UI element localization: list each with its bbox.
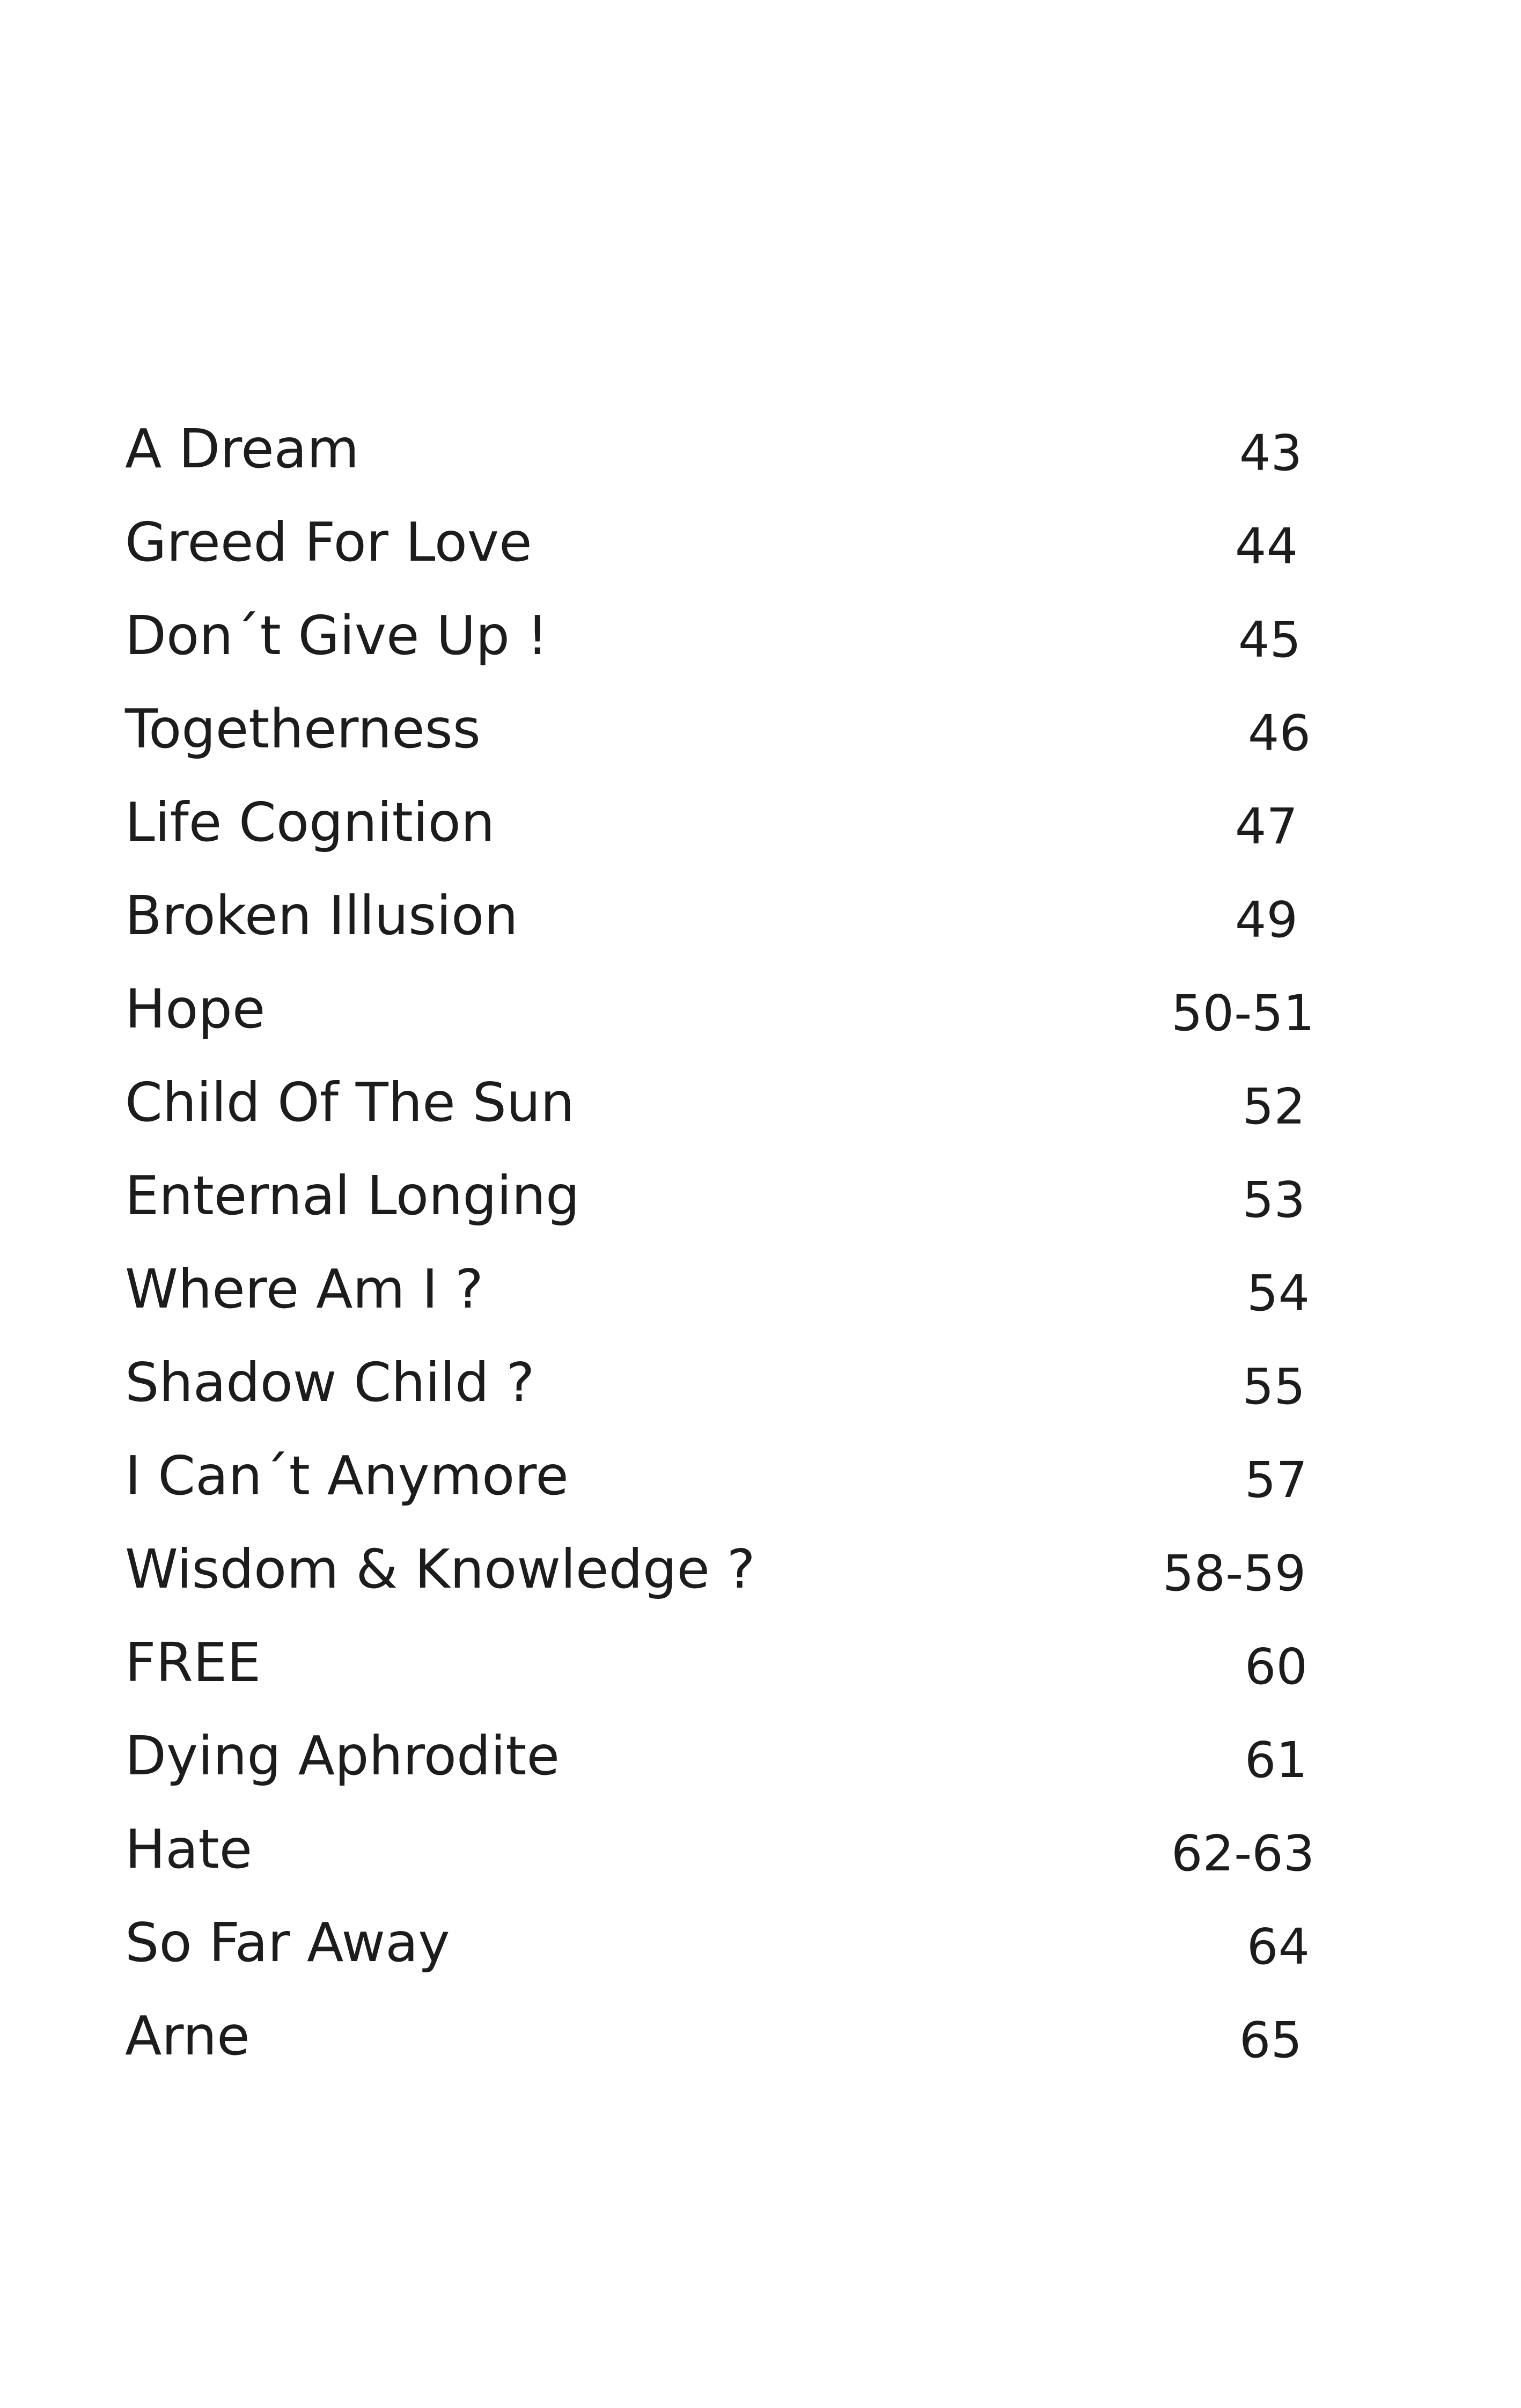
toc-entry-title: Don´t Give Up ! [125, 604, 548, 667]
toc-entry-page: 43 [1239, 424, 1302, 482]
toc-entry [125, 1903, 1332, 1996]
toc-entry-title: Where Am I ? [125, 1258, 483, 1320]
toc-entry [125, 409, 1332, 502]
toc-entry [125, 596, 1332, 689]
toc-entry-title: Shadow Child ? [125, 1351, 535, 1414]
toc-entry [125, 1342, 1332, 1436]
toc-entry-page: 60 [1244, 1638, 1307, 1695]
toc-entry [125, 1716, 1332, 1809]
toc-entry-title: So Far Away [125, 1911, 450, 1974]
toc-entry-title: Life Cognition [125, 791, 495, 854]
toc-entry-page: 55 [1242, 1358, 1305, 1415]
toc-entry-page: 46 [1247, 704, 1311, 762]
toc-entry [125, 1809, 1332, 1903]
toc-entry-title: FREE [125, 1631, 261, 1694]
toc-entry-title: Togetherness [125, 698, 481, 760]
toc-entry-title: A Dream [125, 417, 359, 480]
toc-entry-page: 44 [1235, 518, 1298, 575]
toc-entry-page: 57 [1244, 1451, 1307, 1509]
toc-entry [125, 876, 1332, 969]
toc-entry-page: 50-51 [1171, 985, 1315, 1042]
table-of-contents [125, 409, 1332, 2089]
toc-entry [125, 1623, 1332, 1716]
toc-entry [125, 1436, 1332, 1529]
toc-entry [125, 689, 1332, 782]
toc-entry [125, 1156, 1332, 1249]
toc-entry-page: 47 [1235, 798, 1298, 855]
toc-entry [125, 502, 1332, 596]
toc-entry-page: 62-63 [1171, 1825, 1315, 1882]
toc-entry-title: Arne [125, 2005, 250, 2067]
toc-entry [125, 1996, 1332, 2089]
toc-entry-title: Enternal Longing [125, 1164, 580, 1227]
toc-entry-page: 52 [1242, 1078, 1305, 1135]
toc-entry-page: 61 [1244, 1731, 1307, 1789]
toc-entry-page: 49 [1235, 891, 1298, 949]
toc-entry-page: 64 [1246, 1918, 1310, 1976]
toc-entry-page: 65 [1239, 2011, 1302, 2069]
toc-entry [125, 1062, 1332, 1156]
toc-entry-title: Greed For Love [125, 511, 532, 574]
toc-entry-title: Wisdom & Knowledge ? [125, 1538, 755, 1601]
toc-entry-page: 58-59 [1163, 1545, 1306, 1602]
toc-entry [125, 969, 1332, 1062]
toc-entry-title: I Can´t Anymore [125, 1444, 569, 1507]
toc-entry [125, 782, 1332, 876]
toc-entry-page: 45 [1238, 611, 1301, 669]
toc-entry-title: Hope [125, 978, 266, 1040]
toc-entry-title: Child Of The Sun [125, 1071, 575, 1134]
toc-entry-title: Hate [125, 1818, 253, 1881]
toc-entry-title: Dying Aphrodite [125, 1724, 560, 1787]
toc-entry [125, 1249, 1332, 1342]
toc-entry-page: 53 [1242, 1171, 1305, 1229]
toc-entry-page: 54 [1246, 1265, 1310, 1322]
toc-entry-title: Broken Illusion [125, 884, 518, 947]
toc-entry [125, 1529, 1332, 1623]
